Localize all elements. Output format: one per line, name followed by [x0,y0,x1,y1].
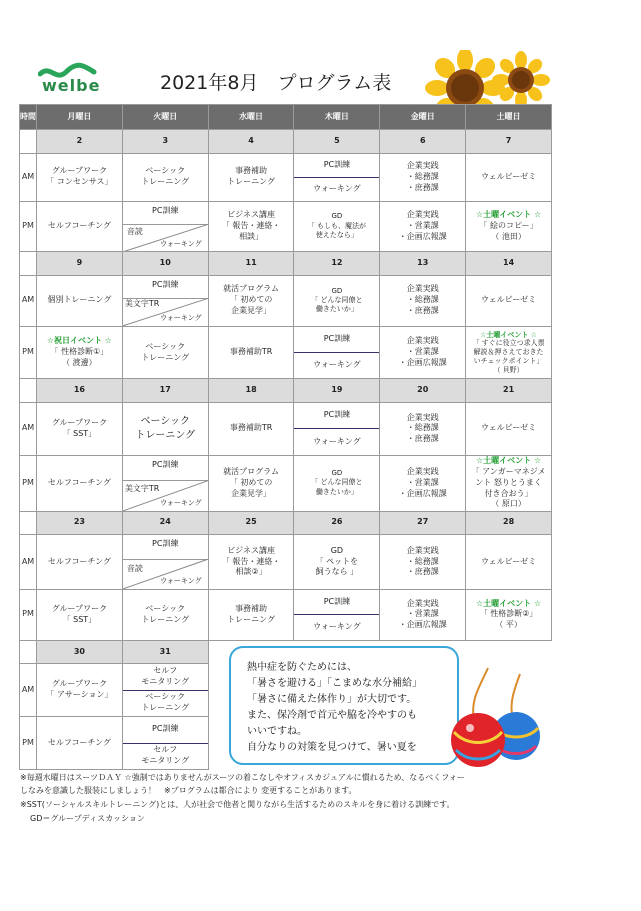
program-cell: 事務補助TR [208,402,294,455]
week-3-date-row [20,379,552,402]
diag-left: 音読 [126,226,143,236]
week-2-date-row [20,252,552,275]
event-text: 「 性格診断②」 （ 平） [479,609,538,630]
date-cell: 31 [122,640,208,663]
week-1-date-row [20,130,552,153]
split-top: PC訓練 [152,724,179,734]
event-label: ☆土曜イベント ☆ [476,210,542,220]
week-3-pm-row [20,455,552,511]
weekday-tue: 火曜日 [122,105,208,130]
program-cell: 企業実践 ・総務課 ・庶務課 [380,535,466,590]
program-cell: セルフコーチング [37,535,123,590]
date-cell: 23 [37,511,123,534]
event-label: ☆土曜イベント ☆ [480,330,538,339]
program-cell: GD 「 どんな同僚と 働きたいか」 [294,275,380,326]
week-4-pm-row [20,589,552,640]
program-cell: GD 「 ペットを 飼うなら 」 [294,535,380,590]
page-title: 2021年8月 プログラム表 [160,72,392,94]
split-bottom: ベーシック トレーニング [123,690,208,716]
week-1-pm-row [20,201,552,252]
program-cell: 企業実践 ・総務課 ・庶務課 [380,153,466,201]
program-cell: 企業実践 ・営業課 ・企画広報課 [380,589,466,640]
diag-top: PC訓練 [152,459,179,469]
weekday-thu: 木曜日 [294,105,380,130]
program-cell: 事務補助TR [208,326,294,379]
split-top: PC訓練 [323,410,351,420]
program-cell: グループワーク 「 SST」 [37,589,123,640]
pm-label: PM [20,589,37,640]
program-split-cell [294,589,380,640]
date-cell: 20 [380,379,466,402]
split-bottom: ウォーキング [294,177,379,201]
event-label: ☆土曜イベント ☆ [476,456,542,466]
diag-right: ウォーキング [160,577,202,586]
program-cell: ビジネス講座 「 報告・連絡・ 相談」 [208,201,294,252]
event-cell [466,201,552,252]
split-top: PC訓練 [323,333,351,343]
footer-note-2: しなみを意識した服装にしましょう！ ※プログラムは都合により 変更することがあります。 [20,786,357,795]
pm-label: PM [20,716,37,769]
week-3-am-row [20,402,552,455]
week-4-date-row [20,511,552,534]
am-label: AM [20,535,37,590]
weekday-mon: 月曜日 [37,105,123,130]
date-cell: 17 [122,379,208,402]
diag-top: PC訓練 [152,279,179,289]
diag-top: PC訓練 [152,205,179,215]
program-cell: グループワーク 「 アサーション」 [37,664,123,717]
program-cell: ウェルビーゼミ [466,275,552,326]
note-line: また、保冷剤で首元や脇を冷やすのも [247,710,417,721]
event-cell [37,326,123,379]
date-cell: 24 [122,511,208,534]
diag-left: 美文字TR [124,298,160,308]
date-cell: 7 [466,130,552,153]
date-cell: 28 [466,511,552,534]
program-cell: セルフコーチング [37,455,123,511]
footer-note-3: ※SST(ソーシャルスキルトレーニング)とは、人が社会で他者と関りながら生活するためのスキルを身に着ける訓練です。 [20,800,455,809]
event-text: 「 絵のコピー」 （ 池田） [479,221,538,241]
time-header: 時間 [20,105,37,130]
program-cell: GD 「 どんな同僚と 働きたいか」 [294,455,380,511]
diag-right: ウォーキング [160,314,202,323]
heatstroke-note [229,646,459,765]
event-label: ☆祝日イベント ☆ [46,336,112,346]
date-cell: 2 [37,130,123,153]
split-top: PC訓練 [323,596,351,606]
date-cell: 19 [294,379,380,402]
program-diag-cell [122,535,208,590]
week-1-am-row [20,153,552,201]
diag-top: PC訓練 [152,539,179,548]
pm-label: PM [20,326,37,379]
note-line: 自分なりの対策を見つけて、暑い夏を [247,742,417,753]
event-text: 「 性格診断①」 （ 渡邊） [50,347,109,367]
note-line: いいですね。 [247,726,307,737]
program-cell: 事務補助 トレーニング [208,589,294,640]
logo-text: welbe [42,76,101,95]
diag-left: 音読 [126,564,143,574]
program-cell: ベーシック トレーニング [122,326,208,379]
split-bottom: セルフ モニタリング [123,743,208,770]
date-cell: 30 [37,640,123,663]
date-cell: 6 [380,130,466,153]
date-cell: 12 [294,252,380,275]
date-cell: 18 [208,379,294,402]
event-label: ☆土曜イベント ☆ [476,598,542,608]
program-diag-cell [122,455,208,511]
footer-note-1: ※毎週水曜日はスーツＤＡＹ ☆強制ではありませんがスーツの着こなしやオフィスカジュアルに慣れるため、なるべくフォー [20,773,465,782]
program-cell: 企業実践 ・営業課 ・企画広報課 [380,201,466,252]
program-cell: ウェルビーゼミ [466,153,552,201]
weekday-header-row [20,105,552,130]
note-line: 「暑さに備えた体作り」が大切です。 [247,694,417,705]
week-2-am-row [20,275,552,326]
date-cell: 27 [380,511,466,534]
program-diag-cell [122,201,208,252]
program-cell: ビジネス講座 「 報告・連絡・ 相談②」 [208,535,294,590]
date-cell: 4 [208,130,294,153]
program-cell: 企業実践 ・総務課 ・庶務課 [380,402,466,455]
program-cell: 就活プログラム 「 初めての 企業見学」 [208,455,294,511]
split-bottom: ウォーキング [294,614,379,639]
note-line: 熱中症を防ぐためには、 [247,662,357,673]
diag-left: 美文字TR [124,483,160,493]
am-label: AM [20,153,37,201]
weekday-fri: 金曜日 [380,105,466,130]
event-text: 「 すぐに役立つ求人票 解説＆押さえておきた いチェックポイント」 （ 貝野） [472,339,545,374]
program-cell: セルフコーチング [37,716,123,769]
pm-label: PM [20,455,37,511]
diag-right: ウォーキング [160,499,202,508]
date-cell: 21 [466,379,552,402]
program-split-cell [294,153,380,201]
program-cell: ウェルビーゼミ [466,402,552,455]
program-cell: 企業実践 ・営業課 ・企画広報課 [380,455,466,511]
week-4-am-row [20,535,552,590]
program-cell: ベーシック トレーニング [122,402,208,455]
program-cell: 企業実践 ・営業課 ・企画広報課 [380,326,466,379]
program-cell: グループワーク 「 SST」 [37,402,123,455]
program-split-cell [122,716,208,769]
water-balloon-illustration [440,666,552,770]
note-line: 「暑さを避ける」「こまめな水分補給」 [247,678,422,689]
program-cell: ウェルビーゼミ [466,535,552,590]
am-label: AM [20,664,37,717]
program-cell: 就活プログラム 「 初めての 企業見学」 [208,275,294,326]
program-cell: 企業実践 ・総務課 ・庶務課 [380,275,466,326]
program-diag-cell [122,275,208,326]
footer-note-4: GD＝グループディスカッション [30,814,145,823]
program-split-cell [122,664,208,717]
event-cell [466,455,552,511]
split-bottom: ウォーキング [294,352,379,378]
program-split-cell [294,326,380,379]
program-split-cell [294,402,380,455]
weekday-sat: 土曜日 [466,105,552,130]
date-cell: 11 [208,252,294,275]
split-top: セルフ モニタリング [141,666,190,686]
date-cell: 16 [37,379,123,402]
diag-right: ウォーキング [160,239,202,248]
date-cell: 10 [122,252,208,275]
am-label: AM [20,275,37,326]
date-cell: 26 [294,511,380,534]
program-cell: 事務補助 トレーニング [208,153,294,201]
am-label: AM [20,402,37,455]
weekday-wed: 水曜日 [208,105,294,130]
pm-label: PM [20,201,37,252]
event-text: 「 アンガーマネジメ ント 怒りとうまく 付き合おう」 （ 原口） [471,466,546,509]
date-cell: 3 [122,130,208,153]
split-top: PC訓練 [323,159,351,169]
date-cell: 9 [37,252,123,275]
date-cell: 5 [294,130,380,153]
date-cell: 14 [466,252,552,275]
event-cell [466,326,552,379]
split-bottom: ウォーキング [294,428,379,454]
program-cell: 個別トレーニング [37,275,123,326]
week-2-pm-row [20,326,552,379]
date-cell: 13 [380,252,466,275]
date-cell: 25 [208,511,294,534]
program-cell: GD 「 もしも、魔法が 使えたなら」 [294,201,380,252]
program-cell: セルフコーチング [37,201,123,252]
event-cell [466,589,552,640]
program-cell: ベーシック トレーニング [122,153,208,201]
program-cell: グループワーク 「 コンセンサス」 [37,153,123,201]
program-cell: ベーシック トレーニング [122,589,208,640]
